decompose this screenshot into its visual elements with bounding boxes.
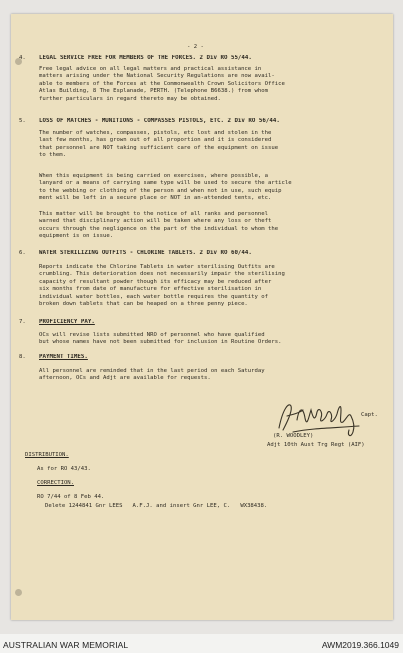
signatory-title: Adjt 10th Aust Trg Regt (AIF) bbox=[267, 442, 365, 448]
document-page bbox=[11, 14, 393, 620]
section-heading: PROFICIENCY PAY. bbox=[39, 319, 95, 325]
section-paragraph: Reports indicate the Chlorine Tablets in water sterilising Outfits are crumbling. This deterioration does not necessarily impair the sterilising capacity of resultant powder though its efficacy may be reduced after six months from date of manufacture for effective sterilisation in individual water bottles, each water bottle requires the quantity of broken down tablets that can be heaped on a three penny piece. bbox=[39, 264, 285, 308]
section-heading: LEGAL SERVICE FREE FOR MEMBERS OF THE FORCES. 2 Div RO 55/44. bbox=[39, 55, 252, 61]
section-paragraph: All personnel are reminded that in the last period on each Saturday afternoon, OCs and Adjt are available for requests. bbox=[39, 368, 265, 382]
section-paragraph: The number of watches, compasses, pistols, etc lost and stolen in the last few months, has grown out of all proportion and it is considered that personnel are NOT taking sufficient care of the equipment on issue to them. bbox=[39, 130, 279, 159]
correction-heading: CORRECTION. bbox=[37, 480, 75, 486]
section-number: 5. bbox=[19, 118, 26, 124]
punch-hole bbox=[15, 589, 22, 596]
section-paragraph: This matter will be brought to the notice of all ranks and personnel warned that disciplinary action will be taken where any loss or theft occurs through the negligence on the part of the individual to whom the equipment is on issue. bbox=[39, 211, 279, 240]
section-number: 8. bbox=[19, 354, 26, 360]
section-heading: PAYMENT TIMES. bbox=[39, 354, 88, 360]
page-number: - 2 - bbox=[187, 44, 204, 50]
footer-accession-number: AWM2019.366.1049 bbox=[321, 640, 399, 650]
footer-institution: AUSTRALIAN WAR MEMORIAL bbox=[3, 640, 129, 650]
section-heading: LOSS OF MATCHES - MUNITIONS - COMPASSES PISTOLS, ETC. 2 Div RO 56/44. bbox=[39, 118, 280, 124]
section-paragraph: OCs will revise lists submitted NRO of personnel who have qualified but whose names have not been submitted for inclusion in Routine Orders. bbox=[39, 332, 282, 346]
signature-rank: Capt. bbox=[361, 412, 378, 418]
section-number: 7. bbox=[19, 319, 26, 325]
signatory-name: (R. WOODLEY) bbox=[273, 433, 314, 439]
correction-reference: RO 7/44 of 8 Feb 44. bbox=[37, 494, 105, 500]
distribution-text: As for RO 43/43. bbox=[37, 466, 91, 472]
section-number: 4. bbox=[19, 55, 26, 61]
section-number: 6. bbox=[19, 250, 26, 256]
section-heading: WATER STERILIZING OUTFITS - CHLORINE TABLETS. 2 Div RO 60/44. bbox=[39, 250, 252, 256]
correction-text: Delete 1244841 Gnr LEES A.F.J. and insert Gnr LEE, C. WX38438. bbox=[45, 503, 268, 509]
section-paragraph: When this equipment is being carried on exercises, where possible, a lanyard or a means of carrying same type will be used to secure the article to the webbing or clothing of the person and when not in use, such equip ment will be left in a secure place or NOT in an-attended tents, etc. bbox=[39, 173, 292, 202]
footer-bar bbox=[0, 638, 403, 653]
section-paragraph: Free legal advice on all legal matters and practical assistance in matters arising under the National Security Regulations are now avail- able to members of the Forces at the Commonwealth Crown Solicitors Office Atlas Building, 8 The Esplanade, PERTH. (Telephone B6638.) from whom further particulars in regard thereto may be obtained. bbox=[39, 66, 285, 102]
distribution-heading: DISTRIBUTION. bbox=[25, 452, 69, 458]
